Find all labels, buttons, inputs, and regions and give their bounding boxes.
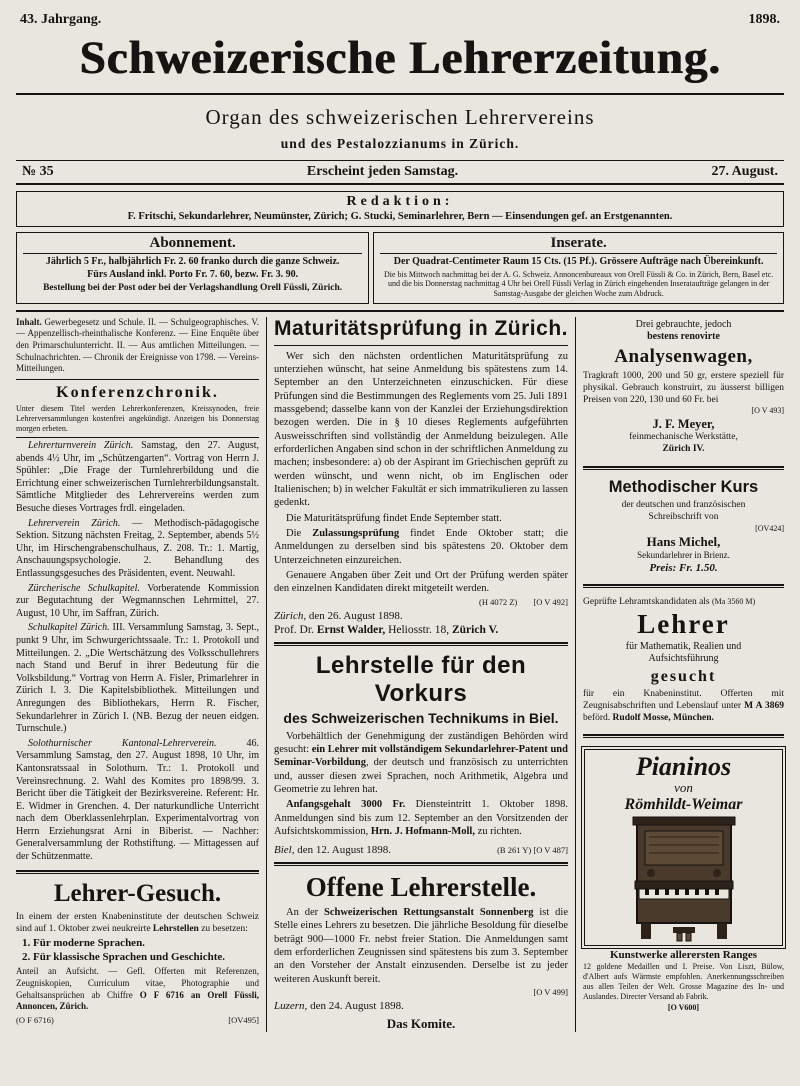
info-boxes: [16, 232, 784, 303]
issue-date: 27. August.: [711, 164, 778, 180]
vorkurs-p1-a: Vorbehältlich der Genehmigung der zuständigen Behörden wird gesucht:: [274, 730, 568, 755]
chronik-entry: [16, 738, 259, 864]
entry-text: III. Versammlung Samstag, 3. Sept., punkt 9 Uhr, im Schwurgerichtssaale. Tr.: 1. Protokoll und Mitteilungen. 2. „Die Wertschätzung des Volksschullehrers nach Stand und Beruf in ihrer Bedeutung für die Volksbildung.“ Vortrag von Herrn A. Fisler, Primarlehrer in Zürich I. 3. Die Kapitelsbibliothek. Mitteilungen und Anregungen des Bibliothekars, Herrn R. Fischer, Sekundarlehrer in Zürich I. (NB. Bezug der neuen eidgen. Turnschule.): [16, 622, 259, 735]
pianinos-frame: [584, 749, 783, 946]
gesuch-intro-c: zu besetzen:: [198, 924, 248, 934]
matura-paragraph-4: Genauere Angaben über Zeit und Ort der Prüfung werden später den einzelnen Kandidaten direkt mitgeteilt werden.: [274, 569, 568, 595]
redaktion-line: F. Fritschi, Sekundarlehrer, Neumünster, Zürich; G. Stucki, Seminarlehrer, Bern — Einsendungen gef. an Erstgenannten.: [127, 211, 673, 223]
sig-title: Prof. Dr.: [274, 623, 317, 636]
vorkurs-heading: Lehrstelle für den Vorkurs: [315, 651, 527, 707]
matura-heading: Maturitätsprüfung in Zürich.: [274, 317, 568, 346]
offene-p1-b: Schweizerischen Rettungsanstalt Sonnenberg: [324, 907, 534, 919]
chiffre-reference: (H 4072 Z): [478, 596, 518, 607]
sig-city: Zürich V.: [451, 623, 499, 636]
aw-title: Analysenwagen,: [614, 345, 753, 367]
issue-row: [16, 160, 784, 185]
matura-p3-a: Die: [286, 527, 313, 539]
main-columns: [16, 310, 784, 1033]
newspaper-title: Schweizerische Lehrerzeitung.: [16, 34, 784, 95]
lz-text-2: [583, 688, 784, 724]
entry-lead: Zürcherische Schulkapitel.: [28, 582, 140, 594]
entry-lead: Schulkapitel Zürich.: [28, 622, 110, 634]
frequency-label: Erscheint jeden Samstag.: [306, 164, 459, 180]
dateline-city: Zürich,: [274, 609, 307, 622]
chronik-entry: [16, 440, 259, 516]
aw-text: Tragkraft 1000, 200 und 50 gr, erstere speziell für physikal. Gebrauch konstruirt, zu äusserst billigen Preisen von 220, 130 und 60 Fr. bei: [583, 370, 784, 405]
masthead-topline: [16, 10, 784, 28]
kurs-title: Methodischer Kurs: [608, 477, 759, 496]
inserate-line1: Der Quadrat-Centimeter Raum 15 Cts. (15 Pf.). Grössere Aufträge nach Übereinkunft.: [393, 256, 764, 268]
vorkurs-dateline: [274, 844, 391, 856]
inserate-line2: Die bis Mittwoch nachmittag bei der A. G. Schweiz. Annoncenbureaux von Orell Füssli & Co. in Zürich, Bern, Basel etc. und die bis Donnerstag nachmittag 4 Uhr bei Orell Füssli Verlag in Zürich eingehenden Inserataufträge gelangen in der Samstag-Ausgabe der gleichen Woche zum Abdruck.: [384, 269, 774, 299]
vorkurs-p1-c: , der deutsch und französisch zu unterrichten und, ausser diesen zwei Sprachen, noch Arithmetik, Algebra und Geometrie zu lehren hat.: [274, 757, 568, 795]
sig-address: Heliosstr. 18,: [385, 623, 452, 636]
lehrer-gesuch-intro: [16, 911, 259, 936]
inhalt-text: Gewerbegesetz und Schule. II. — Schulgeographisches. V. — Appenzellisch-rheinthalische Konferenz. — Eine Enquête über den Primarschulunterricht. II. — Aus amtlichen Mitteilungen. — Schulnachrichten. — Chronik der Ereignisse von 1798. — Vereins-Mitteilungen.: [16, 316, 259, 374]
kurs-text-2: Schreibschrift von: [648, 512, 719, 523]
vorkurs-paragraph-1: [274, 730, 568, 797]
konferenzchronik-note: Unter diesem Titel werden Lehrerkonferenzen, Kreissynoden, freie Lehrerversammlungen kostenfrei angekündigt. Anzeigen bis Donnerstag morgen erbeten.: [16, 404, 259, 438]
dateline-date: den 12. August 1898.: [294, 844, 392, 857]
ad-methodischer-kurs: [583, 476, 784, 578]
kurs-name: Hans Michel,: [646, 533, 721, 549]
lz-title: Lehrer: [637, 608, 730, 639]
inhalt-paragraph: [16, 317, 259, 375]
section-rule: [274, 642, 568, 646]
year-label: 1898.: [748, 12, 780, 27]
section-rule: [583, 584, 784, 588]
piano-illustration: [625, 815, 743, 943]
offene-p1-c: ist die Stelle eines Lehrers zu besetzen. Die jährliche Besoldung für dieselbe beträgt 900—1000 Fr. nebst freier Station. Die Anmeldungen samt dem erforderlichen Zeugnissen sind spätestens bis zum 3. September an den Vorsteher der Anstalt einzusenden. Derselbe ist zu jeder weiteren Auskunft bereit.: [274, 907, 568, 985]
lz-t2-b: M A 3869: [744, 700, 785, 711]
vorkurs-subheading: des Schweizerischen Technikums in Biel.: [283, 709, 559, 726]
abonnement-box: [16, 232, 369, 303]
divider: [16, 379, 259, 380]
lz-text-1b: Aufsichtsführung: [648, 653, 719, 665]
matura-paragraph-2: Die Maturitätsprüfung findet Ende September statt.: [286, 512, 502, 524]
section-rule: [583, 466, 784, 470]
offene-heading: Offene Lehrerstelle.: [305, 872, 537, 903]
ad-analysenwagen: [583, 317, 784, 460]
vorkurs-dateline-row: [274, 841, 568, 856]
gesuch-outro-a: Anteil an Aufsicht. — Gefl. Offerten mit Referenzen, Zeugniskopien, Curriculum vitae, Photographie und Gehaltsansprüchen ab Chiffre: [16, 966, 259, 1000]
redaktion-title: Redaktion:: [346, 194, 454, 210]
inserate-title: Inserate.: [380, 235, 777, 254]
lz-t2-c: beförd.: [583, 713, 613, 723]
ad-reference: [O V 493]: [751, 406, 784, 416]
pianinos-brand: Pianinos: [635, 752, 732, 782]
right-column: [576, 317, 784, 1033]
kurs-text-1: der deutschen und französischen: [621, 499, 746, 510]
offene-p1-a: An der: [286, 907, 324, 919]
left-column: [16, 317, 266, 1033]
chronik-entry: [16, 622, 259, 735]
abonnement-line2: Fürs Ausland inkl. Porto Fr. 7. 60, bezw. Fr. 3. 90.: [87, 268, 299, 280]
vorkurs-references: [497, 845, 568, 855]
aw-sub-1: feinmechanische Werkstätte,: [629, 432, 738, 443]
gesuch-item-2: 2. Für klassische Sprachen und Geschichte.: [22, 951, 226, 964]
entry-text: Vorberatende Kommission zur Begutachtung der Wegmannschen Lehrmittel, 27. August, 10 Uhr, im Saffran, Zürich.: [16, 582, 260, 619]
vorkurs-p2-b: Diensteintritt 1. Oktober 1898. Anmeldungen sind bis zum 12. September an den Vorsitzenden der Aufsichtskommission,: [274, 799, 568, 837]
section-rule: [274, 862, 568, 866]
vorkurs-p1-b: ein Lehrer mit vollständigem Sekundarlehrer-Patent und Seminar-Vorbildung: [274, 743, 568, 769]
section-rule: [16, 870, 259, 874]
chiffre-reference: (Ma 3560 M): [712, 596, 756, 606]
issue-number: № 35: [22, 164, 54, 180]
abonnement-line3: Bestellung bei der Post oder bei der Verlagshandlung Orell Füssli, Zürich.: [43, 283, 343, 294]
vorkurs-paragraph-2: [274, 798, 568, 838]
chiffre-reference: (B 261 Y): [497, 845, 532, 856]
ad-reference: [OV495]: [228, 1015, 259, 1026]
matura-paragraph-3: [274, 527, 568, 567]
pianinos-von: von: [674, 780, 693, 796]
lehrer-gesuch-outro: [16, 966, 259, 1013]
dateline-city: Biel,: [274, 844, 295, 857]
sig-name: Ernst Walder,: [316, 623, 386, 636]
gesuch-intro-a: In einem der ersten Knabeninstitute der deutschen Schweiz sind auf 1. Oktober zwei neukreirte: [16, 911, 259, 934]
ad-reference: [O V 499]: [533, 987, 568, 998]
entry-text: 46. Versammlung Samstag, den 27. August 1898, 10 Uhr, im Kantonsratssaal in Solothurn. Tr.: 1. Protokoll und Vereinsrechnung. 2. Wahl des Komites pro 1898/99. 3. Bericht über die Tätigkeit der Bezirksvereine. Referent: Hr. E. Widmer in Grenchen. 4. Der naturkundliche Unterricht nach dem Oberklassenlehrplan. Experimentalvortrag von Herrn Erziehungsrat Arni in Biberist. — Nachher: Generalversammlung der Rothstiftung. — Mittagessen auf der Schützenmatte.: [16, 737, 259, 863]
matura-p3-b: Zulassungsprüfung: [312, 527, 400, 539]
abonnement-title: Abonnement.: [23, 235, 362, 254]
gesuch-outro-b: O F 6716 an Orell Füssli, Annoncen, Zürich.: [16, 989, 259, 1012]
gesuch-item-1: 1. Für moderne Sprachen.: [22, 937, 145, 950]
matura-paragraph-1: Wer sich den nächsten ordentlichen Maturitätsprüfung zu unterziehen wünscht, hat seine Anmeldung bis spätestens zum 14. September an den Unterzeichneten einzuschicken. Für diese Prüfungen sind die Bestimmungen des Reglements vom 25. Juli 1891 massgebend; dasselbe kann von der Kanzlei der Erziehungsdirektion bezogen werden. Die in § 10 dieses Reglements aufgeführten Ausweisschriften sind vollständig der Anmeldung beizulegen. Alle erforderlichen Angaben sind schon in der schriftlichen Anmeldung zu machen; insbesondere: a) ob der Aspirant im Griechischen geprüft zu werden wünscht, und wenn nicht, ob im Englischen oder Italienischen; b) in welcher Fakultät er sich immatrikulieren zu lassen gedenkt.: [274, 350, 568, 509]
ad-lehrer-gesucht: [583, 594, 784, 729]
matura-references: [274, 597, 568, 607]
matura-dateline: [274, 610, 568, 622]
inhalt-lead: Inhalt.: [16, 316, 42, 327]
entry-lead: Lehrerverein Zürich.: [28, 517, 121, 529]
kurs-price: Preis: Fr. 1.50.: [649, 561, 718, 574]
section-rule: [583, 734, 784, 738]
entry-text: Samstag, den 27. August, abends 4½ Uhr, im „Schützengarten“. Vortrag von Herrn J. Spühler: „Die Frage der Turnlehrerbildung und die Errichtung einer schweizerischen Turnlehrerbildungsanstalt. Sämtliche Mitglieder des Lehrervereins werden zum Besuche dieses Vortrages frdl. eingeladen.: [16, 440, 259, 515]
offene-reference: [274, 987, 568, 997]
ad-reference: [OV424]: [755, 523, 784, 533]
chiffre-reference: (O F 6716): [16, 1015, 54, 1026]
pianinos-caption: Kunstwerke allerersten Ranges: [609, 949, 758, 962]
ad-reference: [O V 487]: [533, 845, 568, 856]
gesuch-references: [16, 1015, 259, 1025]
ad-pianinos: [583, 744, 784, 1016]
dateline-date: den 24. August 1898.: [307, 1000, 404, 1013]
vorkurs-p2-c: Hrn. J. Hofmann-Moll,: [370, 825, 475, 837]
pianinos-maker: Römhildt-Weimar: [624, 795, 743, 813]
newspaper-subtitle-2: und des Pestalozzianums in Zürich.: [280, 136, 520, 152]
gesuch-intro-b: Lehrstellen: [152, 924, 199, 934]
abonnement-line1: Jährlich 5 Fr., halbjährlich Fr. 2. 60 franko durch die ganze Schweiz.: [45, 256, 340, 268]
lz-text-1a: für Mathematik, Realien und: [625, 640, 742, 652]
dateline-city: Luzern,: [274, 1000, 308, 1013]
ad-reference: [O V 492]: [533, 596, 568, 607]
entry-text: — Methodisch-pädagogische Sektion. Sitzung nächsten Freitag, 2. September, abends 5½ Uhr, im Hirschengrabenschulhaus, Z. 208. Tr.: 1. Martig, Anschauungspsychologie. 2. Behandlung des Entlassungsgesuches des Präsidenten, event. Neuwahl.: [16, 517, 259, 579]
matura-p3-c: findet Ende Oktober statt; die Anmeldungen zu derselben sind bis spätestens 20. Oktober dem Unterzeichneten einzureichen.: [274, 527, 568, 566]
entry-lead: Lehrerturnverein Zürich.: [28, 440, 134, 452]
vorkurs-p2-d: zu richten.: [474, 825, 522, 837]
lz-intro: [583, 596, 784, 608]
volume-label: 43. Jahrgang.: [20, 12, 102, 27]
konferenzchronik-heading: Konferenzchronik.: [56, 384, 219, 402]
entry-lead: Solothurnischer Kantonal-Lehrerverein.: [28, 737, 217, 749]
lz-intro-text: Geprüfte Lehramtskandidaten als: [583, 596, 710, 607]
pianinos-text: 12 goldene Medaillen und I. Preise. Von Liszt, Bülow, d'Albert aufs Wärmste empfohlen. Anerkennungsschreiben aus allen Teilen der Welt. Grosse Magazine des In- und Auslandes. Directer Versand ab Fabrik.: [583, 962, 784, 1002]
ad-reference: [O V600]: [667, 1003, 700, 1013]
offene-dateline: [274, 1000, 568, 1012]
lz-t2-a: für ein Knabeninstitut. Offerten mit Zeugnisabschriften und Lebenslauf unter: [583, 688, 784, 711]
newspaper-subtitle: Organ des schweizerischen Lehrervereins: [205, 105, 595, 130]
lz-t2-d: Rudolf Mosse, München.: [612, 713, 714, 723]
inserate-box: [373, 232, 784, 303]
chronik-entry: [16, 518, 259, 581]
lehrer-gesuch-heading: Lehrer-Gesuch.: [53, 879, 222, 907]
aw-intro-2: bestens renovirte: [647, 331, 720, 343]
aw-intro-1: Drei gebrauchte, jedoch: [635, 318, 732, 330]
aw-name: J. F. Meyer,: [652, 417, 715, 432]
vorkurs-p2-a: Anfangsgehalt 3000 Fr.: [286, 799, 406, 811]
redaktion-box: [16, 191, 784, 227]
aw-sub-2: Zürich IV.: [662, 443, 705, 454]
matura-signature: [274, 624, 568, 636]
offene-signature: Das Komite.: [386, 1016, 456, 1032]
dateline-date: den 26. August 1898.: [306, 609, 403, 622]
kurs-sub: Sekundarlehrer in Brienz.: [637, 549, 730, 560]
lz-gesucht: gesucht: [650, 667, 717, 685]
chronik-entry: [16, 583, 259, 621]
middle-column: [266, 317, 576, 1033]
offene-paragraph: [274, 906, 568, 986]
